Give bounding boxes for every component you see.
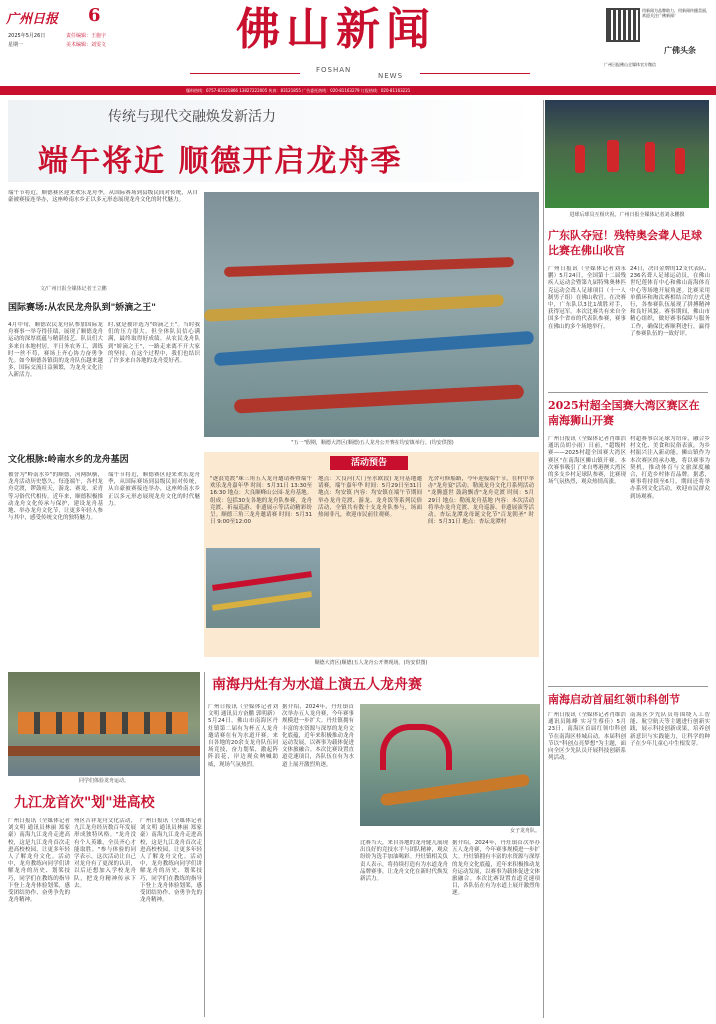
nanhai-caption: 女子龙舟队。 [509,828,540,834]
jiujiang-photo [8,672,200,776]
dragon-boat-3 [214,331,534,366]
hotline-text: 爆料热线：0757-83121866 13827222005 传真：83121855 广告委托热线：020-81163279 订报热线：020-81163221 [186,88,411,93]
race-boat-yellow [212,591,312,611]
football-photo [545,100,709,208]
player-3 [645,142,655,172]
race-boat-red [212,571,312,591]
column-divider-right [543,100,544,1018]
column-divider-left [204,672,205,1017]
dragon-boat-4 [234,384,524,413]
cunchao-body-col2: 村超赛事以足球为纽带，融合乡村文化、美食和民俗表演，为乡村振兴注入新动能。狮山镇作为本次赛区的承办地，将以赛事为契机，推动体育与文旅深度融合，打造乡村体育品牌。据悉，赛事将持续至6月，期间还将举办系列文化活动，欢迎市民群众到场观赛。 [630,436,710,500]
weekday: 星期一 [8,42,24,48]
jiujiang-body-col2: 州区吉祥龙舟文化活动，九江龙舟经历数百年发展形成独特风格。"龙舟没有个人英雄，全员齐心才能取胜。"参与体验的同学表示，这次活动让自己对龙舟有了更深的认识，以后还想加入学校龙舟队，把龙舟精神传承下去。 [74,818,136,889]
corner-label: 广佛头条 [664,46,696,55]
kechuang-body-col2: 南海区少先队员将围绕人工智能、航空航天等主题进行创新实践，展示科技创新成果，培养创新意识与实践能力，让科学的种子在少年儿童心中生根发芽。 [630,712,710,747]
lead-kicker: 传统与现代交融焕发新活力 [108,109,276,125]
nanhai-headline: 南海丹灶有为水道上演五人龙舟赛 [212,677,422,693]
date: 2025年5月26日 [8,33,46,39]
sub1-body-col2: 时,就是被评选为"娇滴之王"。当时我们的压力很大，但全体队员信心满满，最终取得好成绩。从农民龙舟队到"娇滴之王"，一路走来离不开大家的坚持。在这个过程中，我们也结识了许多来自各地的龙舟爱好者。 [108,322,200,365]
qr-caption: 广州日报佛山全媒体官方微信 [604,62,656,67]
football-caption: 进球后球员互相庆祝。广州日报全媒体记者刘永鹏摄 [569,212,685,218]
sub2-body: 被誉为"岭南水乡"的顺德，河网纵横，龙舟活动历史悠久。每逢端午，各村龙舟竞渡，锣鼓喧天，游龙、赛龙、采青等习俗代代相传。近年来，顺德积极推动龙舟文化传承与保护，建设龙舟基地、举办龙舟文化节，让更多年轻人参与其中，感受传统文化的独特魅力。 [8,472,103,522]
lead-photo-caption: "五一"假期，顺德大湾区(顺德)五人龙舟公开赛在均安镇举行。(均安供图) [291,440,454,446]
lead-byline: 文/广州日报全媒体记者王立鹏 [40,286,107,292]
lead-headline: 端午将近 顺德开启龙舟季 [38,144,403,179]
dragon-boat-1 [224,257,514,277]
student-row-1 [18,712,188,734]
jiujiang-headline: 九江龙首次"划"进高校 [14,795,155,811]
lead-photo [204,192,539,437]
jiujiang-body-col3: 广州日报讯（全媒体记者刘文明 通讯员林丽 郑家豪）南海九江龙舟走进高校，这是九江龙舟首次走进高校校园，让更多年轻人了解龙舟文化。活动中，龙舟教练向同学们讲解龙舟的历史、划桨技巧，同学们在教练的指导下登上龙舟体验划桨，感受团结协作、奋勇争先的龙舟精神。 [140,818,202,904]
events-col3: 光舍可修船路，今年迎接端午节，在村中举办"龙舟宴"活动。勒流龙舟文化月系列活动 "龙腾盛世 鼓韵飘香"龙舟竞渡 时间：5月29日 地点：勒流龙舟基地 内容：本次活动将举办龙舟竞渡、龙舟巡游、非遗展演等活动。杏坛龙潭龙母诞文化节"百龙朝圣" 时间：5月31日 地点：杏坛龙潭村 [428,476,534,526]
sub1-body: 4月中旬，顺德农民龙舟队参加国际龙舟赛事一举夺得佳绩，展现了顺德龙舟运动的深厚底蕴与精湛技艺。队员们大多来自本地村居，平日务农务工，训练时一丝不苟，赛场上齐心协力奋勇争先。如今顺德各镇街的龙舟队伍越来越多，国际交流日益频繁，为龙舟文化注入新活力。 [8,322,103,379]
right-divider-2 [548,686,708,687]
section-title: 佛山新闻 [236,4,436,55]
boat-hull [8,746,200,756]
editor: 责任编辑：王施宇 [66,33,107,39]
art-editor: 美术编辑：刘雯文 [66,42,107,48]
nanhai-body-col4: 据介绍，2024年，丹灶镇首次举办五人龙舟赛，今年赛事规模进一步扩大。丹灶镇拥有丰富的水资源与深厚的龙舟文化底蕴，近年来积极推动龙舟运动发展，以赛事为载体促进文体旅融合。本次比赛设置直道竞速项目，各队伍在有为水道上展开激烈角逐。 [452,840,540,897]
sub2-body-col2: 端午节将近，顺德赛区迎来欢乐龙舟季，从国际赛场到县级民间对传统，从自豪被赛接连举办，这座岭南水乡正以多元形态展现龙舟文化的时代魅力。 [108,472,200,507]
player-1 [575,145,585,173]
hotline-bar [0,86,716,95]
right-divider-1 [548,392,708,393]
paper-logo: 广州日报 [6,12,59,27]
cunchao-body-col1: 广州日报讯（全媒体记者肖维浩 通讯员胡小雨）日前，"超级村赛——2025村超全国赛大湾区赛区"在南海区狮山镇开赛。本次赛事吸引了来自粤港澳大湾区的多支乡村足球队参赛，比赛现场气氛热烈，观众热情高涨。 [548,436,626,486]
qr-code [606,8,640,42]
lead-header [8,100,538,182]
jiujiang-caption: 同学们体验龙舟运动。 [78,778,129,784]
nanhai-photo [360,704,540,826]
events-col2: 地点：大良河(大门至水欧段) 龙舟基地邀请赛。端午嘉年华 时间：5月29日至31日 地点：均安镇 内容：均安镇在端午节期间举办龙舟竞渡、游龙、龙舟饭等系列民俗活动，全镇共有数十支龙舟队参与，场面热闹非凡，欢迎市民前往观赛。 [318,476,422,519]
qr-text: 用新闻为品牌助力，用新闻传播美丽，欢迎关注广佛新闻！ [642,8,710,18]
jiujiang-body-col1: 广州日报讯（全媒体记者刘文明 通讯员林丽 郑家豪）南海九江龙舟走进高校，这是九江龙舟首次走进高校校园，让更多年轻人了解龙舟文化。活动中，龙舟教练向同学们讲解龙舟的历史、划桨技巧，同学们在教练的指导下登上龙舟体验划桨，感受团结协作、奋勇争先的龙舟精神。 [8,818,70,904]
arch-gate [380,724,452,770]
page-number: 6 [88,5,101,26]
nanhai-body-col3: 比赛当天，来自各地的龙舟健儿展现出良好的竞技水平与团队精神，观众纷纷为选手加油喝彩。丹灶镇相关负责人表示，将持续打造有为水道龙舟品牌赛事，让龙舟文化在新时代焕发新活力。 [360,840,448,883]
football-headline: 广东队夺冠！残特奥会聋人足球比赛在佛山收官 [548,229,702,257]
masthead [0,0,716,88]
women-boat [380,774,530,807]
football-body-col1: 广州日报讯（全媒体记者刘永鹏）5月24日，全国第十二届残疾人运动会暨第九届特殊奥林匹克运动会聋人足球项目（十一人制男子组）在佛山收官。在决赛中，广东队以3比1战胜对手，获得冠军。本次比赛共有来自全国多个省市的代表队参赛，赛事在佛山的多个场地举行。 [548,266,626,330]
lead-intro: 端午节将近，顺德赛区迎来欢乐龙舟季，从国际赛场到县级民间对传统，从自豪被赛接连举办，这座岭南水乡正以多元形态展现龙舟文化的时代魅力。 [8,190,198,204]
section-pinyin: FOSHAN [316,66,352,74]
football-body-col2: 24日，决自金牌的12支代表队、236名聋人足球运动员，在佛山世纪莲体育中心和佛山南海体育中心等场地开展角逐。比赛采用单循环和淘汰赛相结合的方式进行，各参赛队伍展现了拼搏精神和良好风貌。赛事期间，佛山市精心组织，做好赛事保障与服务工作，确保比赛顺利进行，赢得了参赛队伍的一致好评。 [630,266,710,337]
cunchao-headline: 2025村超全国赛大湾区赛区在南海狮山开赛 [548,399,700,427]
dragon-boat-2 [204,294,504,322]
section-en: NEWS [378,72,404,80]
kechuang-body-col1: 广州日报讯（全媒体记者肖维浩 通讯员陈峰 实习生蔡佳）5月23日，南海区首届红领巾科创节在南海区桂城启动。本届科创节以"科创点亮梦想"为主题，面向全区少先队员开展科技创新系列活动。 [548,712,626,762]
masthead-right-rule [420,73,530,74]
sub2-title: 文化根脉:岭南水乡的龙舟基因 [8,455,129,465]
kechuang-headline: 南海启动首届红领巾科创节 [548,693,680,706]
events-label: 活动预告 [330,456,408,470]
nanhai-body-col2: 据介绍，2024年，丹灶镇首次举办五人龙舟赛，今年赛事规模进一步扩大。丹灶镇拥有丰富的水资源与深厚的龙舟文化底蕴，近年来积极推动龙舟运动发展，以赛事为载体促进文体旅融合。本次比赛设置直道竞速项目，各队伍在有为水道上展开激烈角逐。 [282,704,354,768]
nanhai-body-col1: 广州日报讯（全媒体记者刘文明 通讯员方奋鹏 郭明新）5月24日，佛山市南海区丹灶镇第二届有为杯五人龙舟邀请赛在有为水道开赛。来自各地的20余支龙舟队伍同场竞技，奋力划桨，激起阵阵浪花，岸边观众呐喊助威，现场气氛热烈。 [208,704,278,768]
sub1-title: 国际赛场:从农民龙舟队到"娇滴之王" [8,303,156,313]
lead-photo-2-caption: 顺德大湾区(顺德)五人龙舟公开赛现场。(均安供图) [314,660,428,666]
player-4 [675,148,685,174]
events-col1: "逐浪宽渡"珠三角五人龙舟邀请赛暨端午欢乐龙舟嘉年华 时间：5月31日 13:30至16:30 地点：大良顺峰山公园·龙舟基地。组成：包括30支各地的龙舟队参赛，龙舟竞渡、祈福巡游、非遗展示等活动精彩纷呈。顺德三角三龙舟邀请赛 时间：5月31日 9:00至12:00 [210,476,312,526]
masthead-left-rule [190,73,300,74]
lead-photo-2 [206,548,320,628]
player-2 [607,140,619,172]
